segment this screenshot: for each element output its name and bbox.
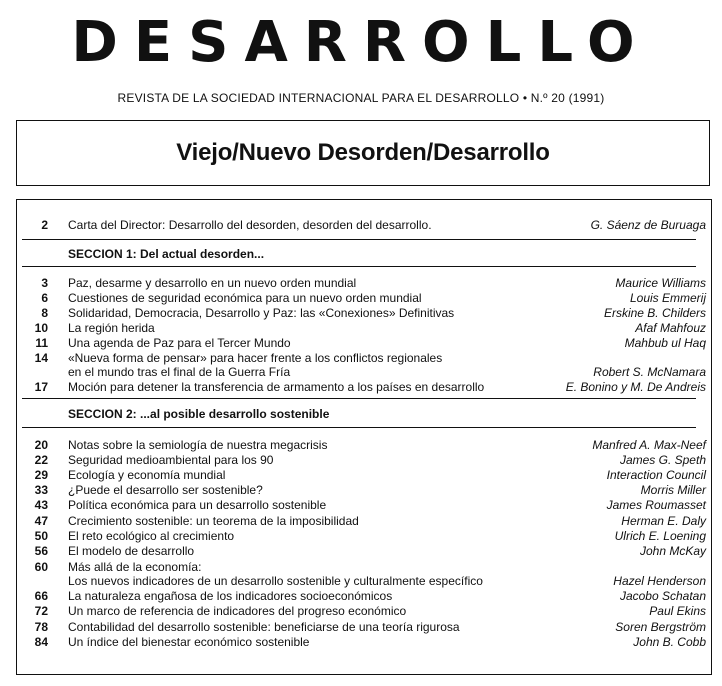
toc-entry[interactable] <box>0 634 722 650</box>
toc-entry[interactable] <box>0 217 722 233</box>
entry-author: Hazel Henderson <box>613 574 706 588</box>
toc-entry[interactable] <box>0 513 722 529</box>
entry-page: 22 <box>34 453 48 467</box>
entry-title: Notas sobre la semiología de nuestra megacrisis <box>68 438 328 452</box>
entry-author: Erskine B. Childers <box>603 306 706 320</box>
entry-page: 66 <box>34 589 48 603</box>
journal-name: DESARROLLO <box>71 10 651 75</box>
section-1-heading: SECCION 1: Del actual desorden... <box>68 247 265 261</box>
entry-page: 78 <box>34 620 48 634</box>
toc-entry-continued[interactable] <box>0 364 722 380</box>
toc-entry[interactable] <box>0 482 722 498</box>
entry-page: 2 <box>41 218 48 232</box>
entry-author: Louis Emmerij <box>629 291 706 305</box>
entry-author: Manfred A. Max-Neef <box>592 438 706 452</box>
entry-author: James G. Speth <box>619 453 706 467</box>
toc-entry[interactable] <box>0 603 722 619</box>
entry-author: Jacobo Schatan <box>619 589 706 603</box>
toc-entry[interactable] <box>0 452 722 468</box>
toc-entry[interactable] <box>0 290 722 306</box>
entry-author: Paul Ekins <box>649 604 706 618</box>
entry-page: 11 <box>35 336 48 350</box>
entry-page: 3 <box>41 276 48 290</box>
entry-title: «Nueva forma de pensar» para hacer frente a los conflictos regionales <box>68 351 443 365</box>
toc-entry[interactable] <box>0 275 722 291</box>
entry-title: Contabilidad del desarrollo sostenible: beneficiarse de una teoría rigurosa <box>68 620 460 634</box>
entry-page: 6 <box>41 291 48 305</box>
entry-author: Herman E. Daly <box>621 514 706 528</box>
toc-entry[interactable] <box>0 305 722 321</box>
entry-title: Más allá de la economía: <box>68 560 202 574</box>
entry-title: Un marco de referencia de indicadores del progreso económico <box>68 604 407 618</box>
entry-title-line-2: Los nuevos indicadores de un desarrollo sostenible y culturalmente específico <box>68 574 483 588</box>
issue-title: Viejo/Nuevo Desorden/Desarrollo <box>176 139 550 166</box>
entry-author: John B. Cobb <box>633 635 706 649</box>
entry-author: Afaf Mahfouz <box>635 321 706 335</box>
entry-page: 17 <box>34 380 48 394</box>
entry-title: La región herida <box>68 321 155 335</box>
entry-title: Un índice del bienestar económico sostenible <box>68 635 310 649</box>
entry-author: Ulrich E. Loening <box>614 529 706 543</box>
entry-page: 29 <box>34 468 48 482</box>
entry-page: 47 <box>34 514 48 528</box>
section-2-heading: SECCION 2: ...al posible desarrollo sostenible <box>68 407 330 421</box>
toc-entry[interactable] <box>0 543 722 559</box>
entry-page: 43 <box>34 498 48 512</box>
entry-title: Cuestiones de seguridad económica para un nuevo orden mundial <box>68 291 422 305</box>
entry-author: Mahbub ul Haq <box>624 336 706 350</box>
entry-page: 14 <box>34 351 48 365</box>
entry-author: Interaction Council <box>606 468 706 482</box>
entry-page: 50 <box>34 529 48 543</box>
divider <box>22 398 696 399</box>
entry-page: 20 <box>34 438 48 452</box>
entry-author: James Roumasset <box>606 498 706 512</box>
toc-entry-continued[interactable] <box>0 573 722 589</box>
toc-entry[interactable] <box>0 528 722 544</box>
divider <box>22 239 696 240</box>
toc-entry[interactable] <box>0 379 722 395</box>
journal-subtitle: REVISTA DE LA SOCIEDAD INTERNACIONAL PARA EL DESARROLLO • N.º 20 (1991) <box>117 91 605 105</box>
entry-author: G. Sáenz de Buruaga <box>590 218 706 232</box>
entry-title: El reto ecológico al crecimiento <box>68 529 235 543</box>
entry-title: Moción para detener la transferencia de armamento a los países en desarrollo <box>68 380 485 394</box>
entry-title: Una agenda de Paz para el Tercer Mundo <box>68 336 291 350</box>
toc-entry[interactable] <box>0 619 722 635</box>
toc-entry[interactable] <box>0 320 722 336</box>
entry-page: 10 <box>34 321 48 335</box>
entry-title: ¿Puede el desarrollo ser sostenible? <box>68 483 263 497</box>
entry-page: 72 <box>34 604 48 618</box>
entry-title: La naturaleza engañosa de los indicadores socioeconómicos <box>68 589 393 603</box>
toc-entry[interactable] <box>0 588 722 604</box>
entry-title: Paz, desarme y desarrollo en un nuevo orden mundial <box>68 276 357 290</box>
entry-author: Maurice Williams <box>615 276 706 290</box>
entry-page: 56 <box>34 544 48 558</box>
toc-entry[interactable] <box>0 437 722 453</box>
entry-title: Ecología y economía mundial <box>68 468 226 482</box>
divider <box>22 266 696 267</box>
entry-page: 60 <box>34 560 48 574</box>
entry-page: 84 <box>34 635 48 649</box>
divider <box>22 427 696 428</box>
entry-page: 33 <box>34 483 48 497</box>
entry-author: John McKay <box>639 544 706 558</box>
entry-author: Robert S. McNamara <box>593 365 706 379</box>
entry-title: Solidaridad, Democracia, Desarrollo y Paz: las «Conexiones» Definitivas <box>68 306 455 320</box>
entry-title: Carta del Director: Desarrollo del desorden, desorden del desarrollo. <box>68 218 432 232</box>
issue-title-box <box>16 120 710 186</box>
entry-author: E. Bonino y M. De Andreis <box>565 380 706 394</box>
entry-title: Crecimiento sostenible: un teorema de la imposibilidad <box>68 514 359 528</box>
toc-entry[interactable] <box>0 467 722 483</box>
entry-author: Soren Bergström <box>615 620 706 634</box>
entry-title: Seguridad medioambiental para los 90 <box>68 453 274 467</box>
entry-title-line-2: en el mundo tras el final de la Guerra Fría <box>68 365 291 379</box>
entry-title: El modelo de desarrollo <box>68 544 195 558</box>
toc-entry[interactable] <box>0 335 722 351</box>
entry-page: 8 <box>41 306 48 320</box>
toc-entry[interactable] <box>0 497 722 513</box>
entry-author: Morris Miller <box>640 483 706 497</box>
entry-title: Política económica para un desarrollo sostenible <box>68 498 327 512</box>
